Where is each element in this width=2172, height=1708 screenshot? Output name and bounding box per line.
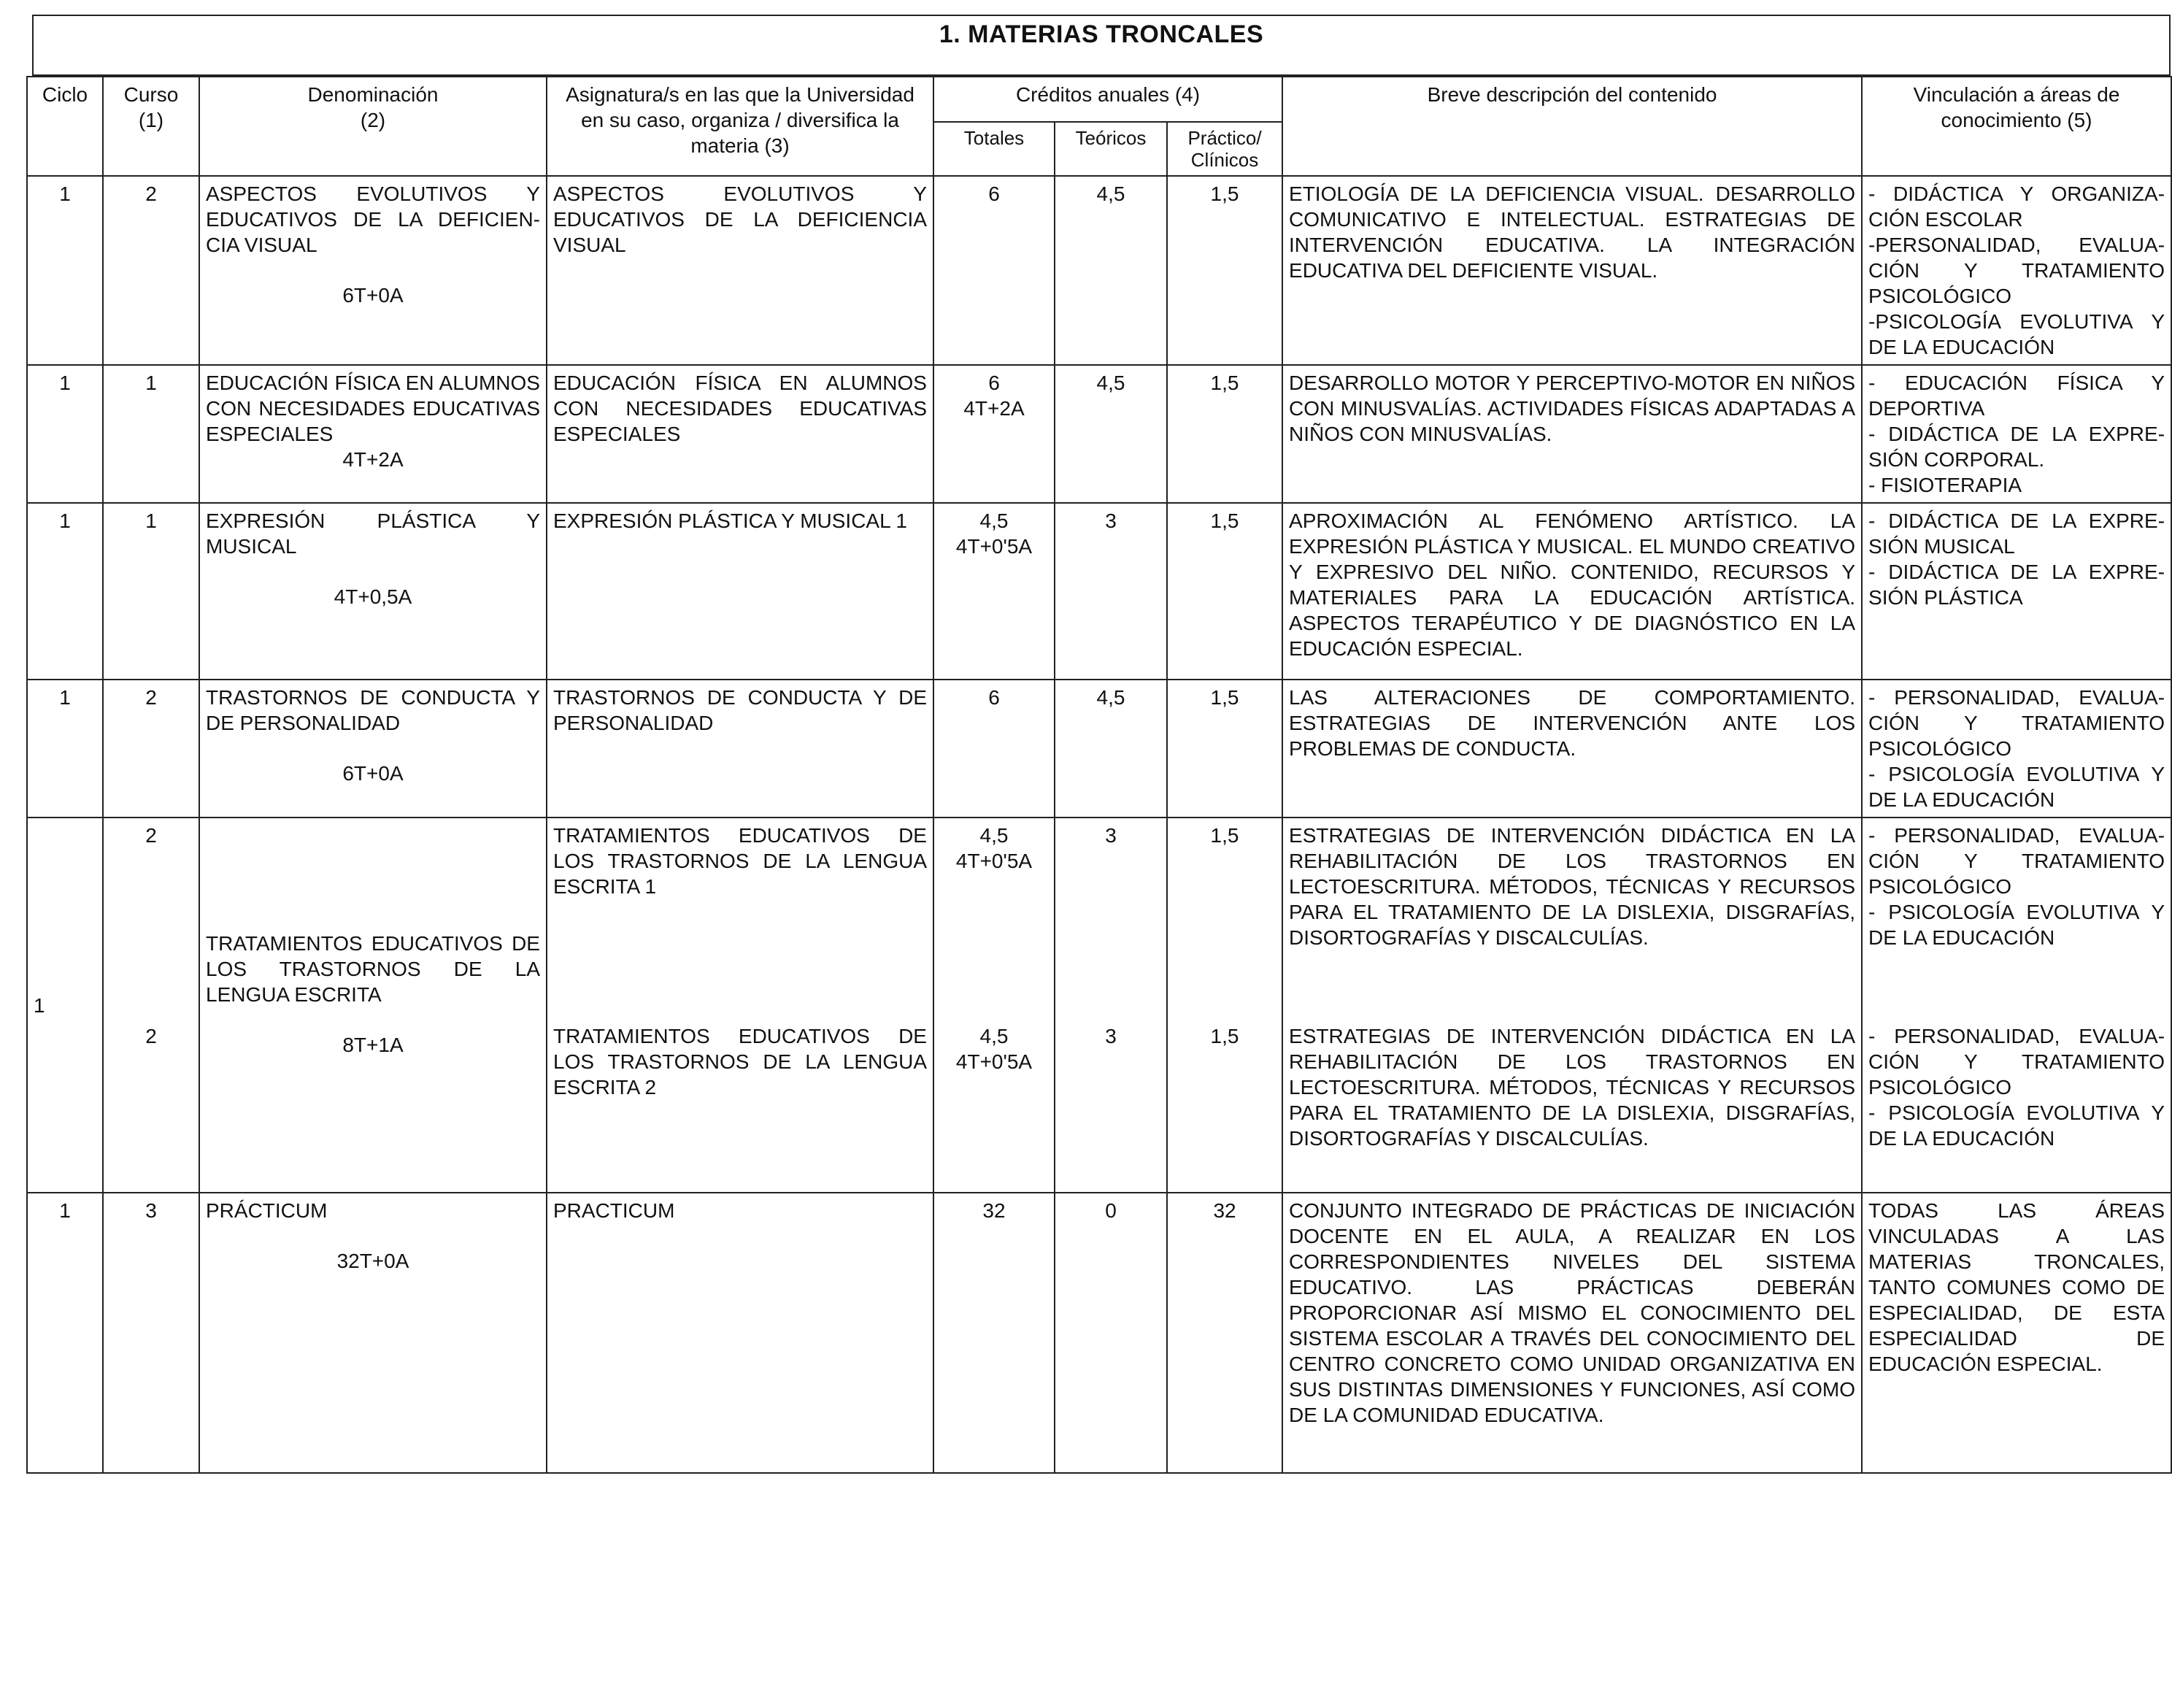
cell-denominacion: EDUCACIÓN FÍSICA EN ALUMNOS CON NECESIDADES EDUCATIVAS ESPECIALES 4T+2A [199, 365, 547, 503]
cell-teoricos: 4,5 [1055, 680, 1167, 818]
cell-vinculacion: - PERSONALIDAD, EVALUA-CIÓN Y TRATAMIENTO PSICOLÓGICO - PSICOLOGÍA EVOLUTIVA Y DE LA EDUCACIÓN [1862, 1019, 2171, 1193]
cell-practicos: 1,5 [1167, 365, 1282, 503]
cell-teoricos: 3 [1055, 818, 1167, 1019]
page-title: 1. MATERIAS TRONCALES [939, 20, 1264, 48]
header-row [27, 77, 2171, 122]
cell-denominacion: ASPECTOS EVOLUTIVOS Y EDUCATIVOS DE LA DEFICIEN-CIA VISUAL 6T+0A [199, 176, 547, 365]
cell-curso: 2 [103, 818, 199, 1019]
cell-ciclo: 1 [27, 1193, 103, 1473]
cell-practicos: 1,5 [1167, 176, 1282, 365]
cell-codigo: 4T+2A [342, 448, 404, 471]
table-row [27, 1193, 2171, 1473]
cell-codigo: 6T+0A [342, 284, 404, 307]
table-row [27, 680, 2171, 818]
cell-descripcion: APROXIMACIÓN AL FENÓMENO ARTÍSTICO. LA EXPRESIÓN PLÁSTICA Y MUSICAL. EL MUNDO CREATIVO Y EXPRESIVO DEL NIÑO. CONTENIDO, RECURSOS Y MATERIALES PARA LA EDUCACIÓN ARTÍSTICA. ASPECTOS TERAPÉUTICO Y DE DIAGNÓSTICO EN LA EDUCACIÓN ESPECIAL. [1282, 503, 1862, 680]
cell-denominacion: EXPRESIÓN PLÁSTICA Y MUSICAL 4T+0,5A [199, 503, 547, 680]
cell-practicos: 1,5 [1167, 818, 1282, 1019]
header-creditos: Créditos anuales (4) [933, 77, 1282, 122]
cell-totales: 4,5 4T+0'5A [933, 503, 1055, 680]
cell-teoricos: 4,5 [1055, 176, 1167, 365]
header-denominacion: Denominación (2) [199, 77, 547, 176]
cell-denominacion: TRATAMIENTOS EDUCATIVOS DE LOS TRASTORNOS DE LA LENGUA ESCRITA 8T+1A [199, 818, 547, 1193]
cell-denominacion: PRÁCTICUM 32T+0A [199, 1193, 547, 1473]
cell-totales: 6 4T+2A [933, 365, 1055, 503]
cell-curso: 1 [103, 503, 199, 680]
cell-ciclo: 1 [27, 680, 103, 818]
cell-teoricos: 3 [1055, 1019, 1167, 1193]
cell-practicos: 32 [1167, 1193, 1282, 1473]
header-asignatura: Asignatura/s en las que la Universidad en su caso, organiza / diversifica la materia (3) [547, 77, 933, 176]
cell-vinculacion: - DIDÁCTICA Y ORGANIZA-CIÓN ESCOLAR -PERSONALIDAD, EVALUA-CIÓN Y TRATAMIENTO PSICOLÓGICO -PSICOLOGÍA EVOLUTIVA Y DE LA EDUCACIÓN [1862, 176, 2171, 365]
cell-ciclo: 1 [27, 503, 103, 680]
cell-ciclo: 1 [27, 818, 103, 1193]
cell-teoricos: 3 [1055, 503, 1167, 680]
cell-asignatura: TRASTORNOS DE CONDUCTA Y DE PERSONALIDAD [547, 680, 933, 818]
cell-asignatura: PRACTICUM [547, 1193, 933, 1473]
cell-descripcion: ESTRATEGIAS DE INTERVENCIÓN DIDÁCTICA EN LA REHABILITACIÓN DE LOS TRASTORNOS EN LECTOESCRITURA. MÉTODOS, TÉCNICAS Y RECURSOS PARA EL TRATAMIENTO DE LA DISLEXIA, DISGRAFÍAS, DISORTOGRAFÍAS Y DISCALCULÍAS. [1282, 818, 1862, 1019]
cell-vinculacion: - PERSONALIDAD, EVALUA-CIÓN Y TRATAMIENTO PSICOLÓGICO - PSICOLOGÍA EVOLUTIVA Y DE LA EDUCACIÓN [1862, 818, 2171, 1019]
cell-descripcion: ETIOLOGÍA DE LA DEFICIENCIA VISUAL. DESARROLLO COMUNICATIVO E INTELECTUAL. ESTRATEGIAS DE INTERVENCIÓN EDUCATIVA. LA INTEGRACIÓN EDUCATIVA DEL DEFICIENTE VISUAL. [1282, 176, 1862, 365]
cell-curso: 2 [103, 680, 199, 818]
materias-table [26, 76, 2172, 1474]
cell-totales: 4,5 4T+0'5A [933, 818, 1055, 1019]
cell-curso: 2 [103, 176, 199, 365]
cell-vinculacion: - EDUCACIÓN FÍSICA Y DEPORTIVA - DIDÁCTICA DE LA EXPRE-SIÓN CORPORAL. - FISIOTERAPIA [1862, 365, 2171, 503]
header-practicos: Práctico/ Clínicos [1167, 122, 1282, 176]
cell-asignatura: TRATAMIENTOS EDUCATIVOS DE LOS TRASTORNOS DE LA LENGUA ESCRITA 2 [547, 1019, 933, 1193]
title-box [32, 15, 2171, 76]
cell-asignatura: TRATAMIENTOS EDUCATIVOS DE LOS TRASTORNOS DE LA LENGUA ESCRITA 1 [547, 818, 933, 1019]
cell-teoricos: 0 [1055, 1193, 1167, 1473]
cell-curso: 3 [103, 1193, 199, 1473]
cell-vinculacion: - PERSONALIDAD, EVALUA-CIÓN Y TRATAMIENTO PSICOLÓGICO - PSICOLOGÍA EVOLUTIVA Y DE LA EDUCACIÓN [1862, 680, 2171, 818]
cell-totales: 6 [933, 680, 1055, 818]
cell-curso: 2 [103, 1019, 199, 1193]
header-teoricos: Teóricos [1055, 122, 1167, 176]
header-totales: Totales [933, 122, 1055, 176]
cell-ciclo: 1 [27, 176, 103, 365]
cell-practicos: 1,5 [1167, 503, 1282, 680]
cell-asignatura: ASPECTOS EVOLUTIVOS Y EDUCATIVOS DE LA DEFICIENCIA VISUAL [547, 176, 933, 365]
cell-ciclo: 1 [27, 365, 103, 503]
cell-asignatura: EDUCACIÓN FÍSICA EN ALUMNOS CON NECESIDADES EDUCATIVAS ESPECIALES [547, 365, 933, 503]
cell-totales: 4,5 4T+0'5A [933, 1019, 1055, 1193]
table-row [27, 365, 2171, 503]
header-ciclo: Ciclo [27, 77, 103, 176]
cell-codigo: 8T+1A [342, 1034, 404, 1056]
table-row [27, 818, 2171, 1019]
cell-vinculacion: TODAS LAS ÁREAS VINCULADAS A LAS MATERIAS TRONCALES, TANTO COMUNES COMO DE ESPECIALIDAD, DE ESTA ESPECIALIDAD DE EDUCACIÓN ESPECIAL. [1862, 1193, 2171, 1473]
table-row [27, 176, 2171, 365]
cell-codigo: 6T+0A [342, 762, 404, 785]
cell-totales: 32 [933, 1193, 1055, 1473]
cell-vinculacion: - DIDÁCTICA DE LA EXPRE-SIÓN MUSICAL - DIDÁCTICA DE LA EXPRE-SIÓN PLÁSTICA [1862, 503, 2171, 680]
cell-totales: 6 [933, 176, 1055, 365]
cell-practicos: 1,5 [1167, 1019, 1282, 1193]
cell-descripcion: DESARROLLO MOTOR Y PERCEPTIVO-MOTOR EN NIÑOS CON MINUSVALÍAS. ACTIVIDADES FÍSICAS ADAPTADAS A NIÑOS CON MINUSVALÍAS. [1282, 365, 1862, 503]
header-curso: Curso (1) [103, 77, 199, 176]
cell-codigo: 32T+0A [336, 1250, 409, 1272]
cell-descripcion: ESTRATEGIAS DE INTERVENCIÓN DIDÁCTICA EN LA REHABILITACIÓN DE LOS TRASTORNOS EN LECTOESCRITURA. MÉTODOS, TÉCNICAS Y RECURSOS PARA EL TRATAMIENTO DE LA DISLEXIA, DISGRAFÍAS, DISORTOGRAFÍAS Y DISCALCULÍAS. [1282, 1019, 1862, 1193]
header-vinculacion: Vinculación a áreas de conocimiento (5) [1862, 77, 2171, 176]
cell-practicos: 1,5 [1167, 680, 1282, 818]
cell-asignatura: EXPRESIÓN PLÁSTICA Y MUSICAL 1 [547, 503, 933, 680]
cell-denominacion: TRASTORNOS DE CONDUCTA Y DE PERSONALIDAD 6T+0A [199, 680, 547, 818]
header-descripcion: Breve descripción del contenido [1282, 77, 1862, 176]
cell-teoricos: 4,5 [1055, 365, 1167, 503]
table-row [27, 503, 2171, 680]
cell-curso: 1 [103, 365, 199, 503]
cell-codigo: 4T+0,5A [334, 585, 412, 608]
cell-descripcion: CONJUNTO INTEGRADO DE PRÁCTICAS DE INICIACIÓN DOCENTE EN EL AULA, A REALIZAR EN LOS CORRESPONDIENTES NIVELES DEL SISTEMA EDUCATIVO. LAS PRÁCTICAS DEBERÁN PROPORCIONAR ASÍ MISMO EL CONOCIMIENTO DEL SISTEMA ESCOLAR A TRAVÉS DEL CONOCIMIENTO DEL CENTRO CONCRETO COMO UNIDAD ORGANIZATIVA EN SUS DISTINTAS DIMENSIONES Y FUNCIONES, ASÍ COMO DE LA COMUNIDAD EDUCATIVA. [1282, 1193, 1862, 1473]
cell-descripcion: LAS ALTERACIONES DE COMPORTAMIENTO. ESTRATEGIAS DE INTERVENCIÓN ANTE LOS PROBLEMAS DE CONDUCTA. [1282, 680, 1862, 818]
